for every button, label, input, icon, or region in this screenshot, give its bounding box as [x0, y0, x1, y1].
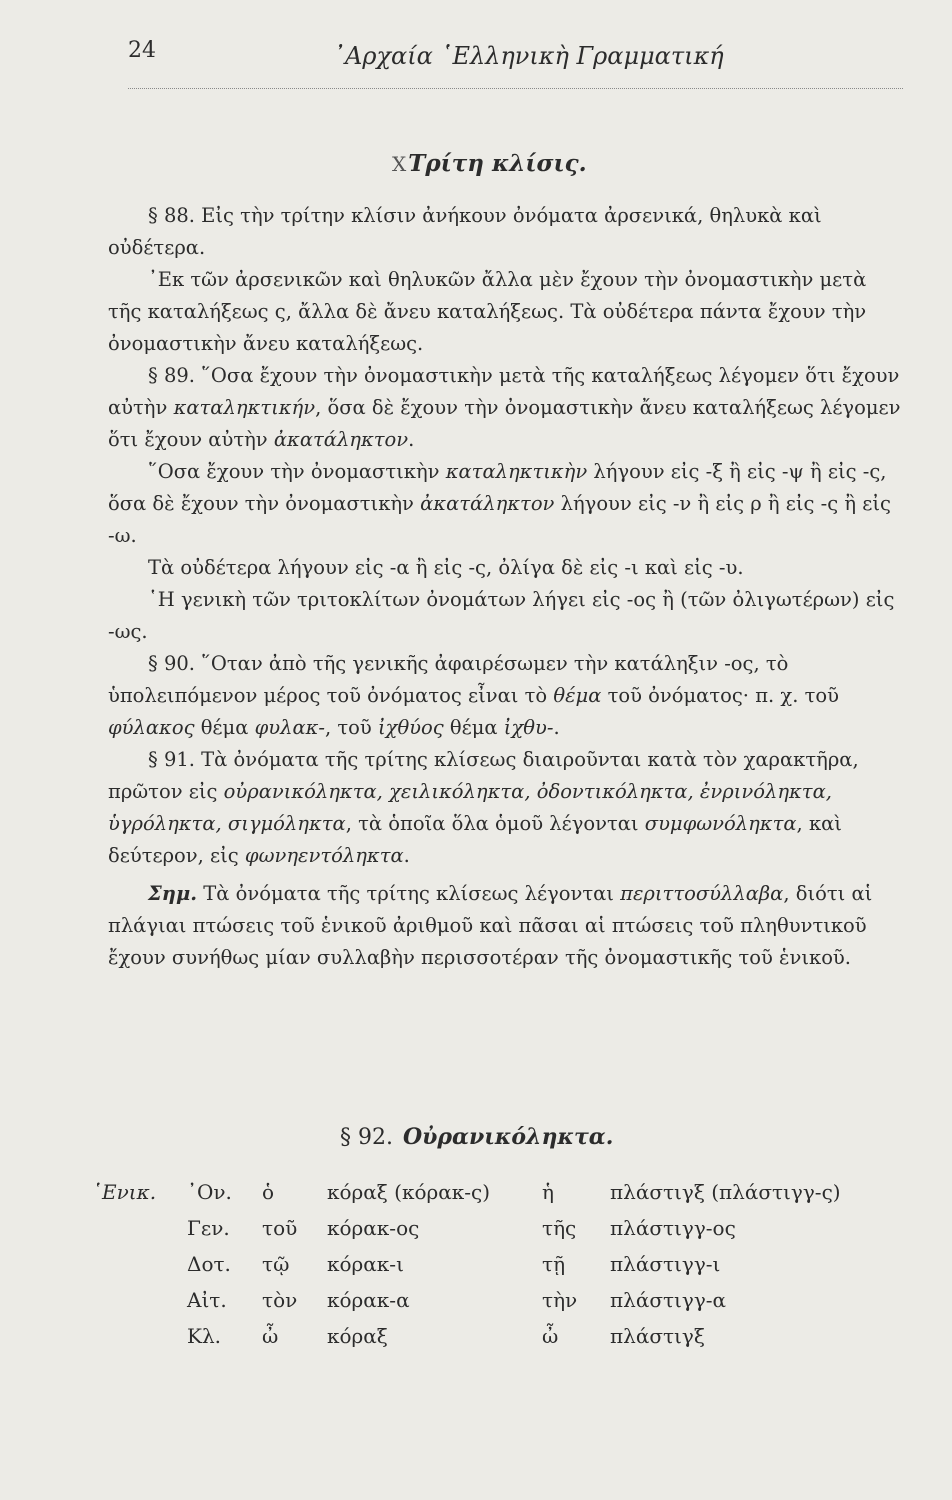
section-title-text: Τρίτη κλίσις. [408, 150, 587, 177]
subsection-title [340, 1124, 613, 1150]
table-row: Αἰτ. τὸν κόρακ-α τὴν πλάστιγγ-α [187, 1288, 727, 1312]
paragraph-91: § 91. Τὰ ὀνόματα τῆς τρίτης κλίσεως διαιροῦνται κατὰ τὸν χαρακτῆρα, πρῶτον εἰς οὐρανικόληκτα, χειλικόληκτα, ὀδοντικόληκτα, ἐνρινόληκτα, ὑγρόληκτα, σιγμόληκτα, τὰ ὁποῖα ὅλα ὁμοῦ λέγονται συμφωνόληκτα, καὶ δεύτερον, εἰς φωνηεντόληκτα. [108, 748, 859, 867]
number-label: ῾Ενικ. [92, 1180, 157, 1204]
table-row: ῾Ενικ. ᾿Ον. ὁ κόραξ (κόρακ-ς) ἡ πλάστιγξ (πλάστιγγ-ς) [92, 1180, 841, 1204]
note-label: Σημ. [148, 882, 198, 905]
section-title [392, 150, 587, 177]
paragraph-note: Σημ. Τὰ ὀνόματα τῆς τρίτης κλίσεως λέγονται περιττοσύλλαβα, διότι αἱ πλάγιαι πτώσεις τοῦ ἑνικοῦ ἀριθμοῦ καὶ πᾶσαι αἱ πτώσεις τοῦ πληθυντικοῦ ἔχουν συνήθως μίαν συλλαβὴν περισσοτέραν τῆς ὀνομαστικῆς τοῦ ἑνικοῦ. [108, 882, 873, 969]
subsection-title-text: Οὐρανικόληκτα. [402, 1124, 614, 1150]
pencil-mark: X [392, 152, 407, 176]
paragraph-89-d: ῾Η γενικὴ τῶν τριτοκλίτων ὀνομάτων λήγει εἰς -ος ἢ (τῶν ὀλιγωτέρων) εἰς -ως. [108, 588, 895, 643]
paragraph-89-b: ῞Οσα ἔχουν τὴν ὀνομαστικὴν καταληκτικὴν λήγουν εἰς -ξ ἢ εἰς -ψ ἢ εἰς -ς, ὅσα δὲ ἔχουν τὴν ὀνομαστικὴν ἀκατάληκτον λήγουν εἰς -ν ἢ εἰς ρ ἢ εἰς -ς ἢ εἰς -ω. [108, 460, 891, 547]
table-row: Κλ. ὦ κόραξ ὦ πλάστιγξ [187, 1324, 705, 1348]
page-header [128, 38, 903, 89]
declension-table [92, 1180, 902, 1360]
paragraph-88-b: ᾿Εκ τῶν ἀρσενικῶν καὶ θηλυκῶν ἄλλα μὲν ἔχουν τὴν ὀνομαστικὴν μετὰ τῆς καταλήξεως ς, ἄλλα δὲ ἄνευ καταλήξεως. Τὰ οὐδέτερα πάντα ἔχουν τὴν ὀνομαστικὴν ἄνευ καταλήξεως. [108, 268, 867, 355]
paragraph-89: § 89. ῞Οσα ἔχουν τὴν ὀνομαστικὴν μετὰ τῆς καταλήξεως λέγομεν ὅτι ἔχουν αὐτὴν καταληκτικήν, ὅσα δὲ ἔχουν τὴν ὀνομαστικὴν ἄνευ καταλήξεως λέγομεν ὅτι ἔχουν αὐτὴν ἀκατάληκτον. [108, 364, 901, 451]
paragraph-89-c: Τὰ οὐδέτερα λήγουν εἰς -α ἢ εἰς -ς, ὀλίγα δὲ εἰς -ι καὶ εἰς -υ. [148, 556, 744, 579]
subsection-number: § 92. [340, 1125, 393, 1150]
table-row: Δοτ. τῷ κόρακ-ι τῇ πλάστιγγ-ι [187, 1252, 721, 1276]
body-text [108, 200, 903, 974]
table-row: Γεν. τοῦ κόρακ-ος τῆς πλάστιγγ-ος [187, 1216, 736, 1240]
running-head: ᾿Αρχαία ῾Ελληνικὴ Γραμματική [333, 42, 724, 70]
term-akataliktov: ἀκατάληκτον [273, 428, 409, 451]
page-number: 24 [128, 38, 156, 63]
term-kataliktikin: καταληκτικήν [173, 396, 316, 419]
paragraph-88: § 88. Εἰς τὴν τρίτην κλίσιν ἀνήκουν ὀνόματα ἀρσενικά, θηλυκὰ καὶ οὐδέτερα. [108, 204, 822, 259]
paragraph-90: § 90. ῞Οταν ἀπὸ τῆς γενικῆς ἀφαιρέσωμεν τὴν κατάληξιν -ος, τὸ ὑπολειπόμενον μέρος τοῦ ὀνόματος εἶναι τὸ θέμα τοῦ ὀνόματος· π. χ. τοῦ φύλακος θέμα φυλακ-, τοῦ ἰχθύος θέμα ἰχθυ-. [108, 652, 840, 739]
